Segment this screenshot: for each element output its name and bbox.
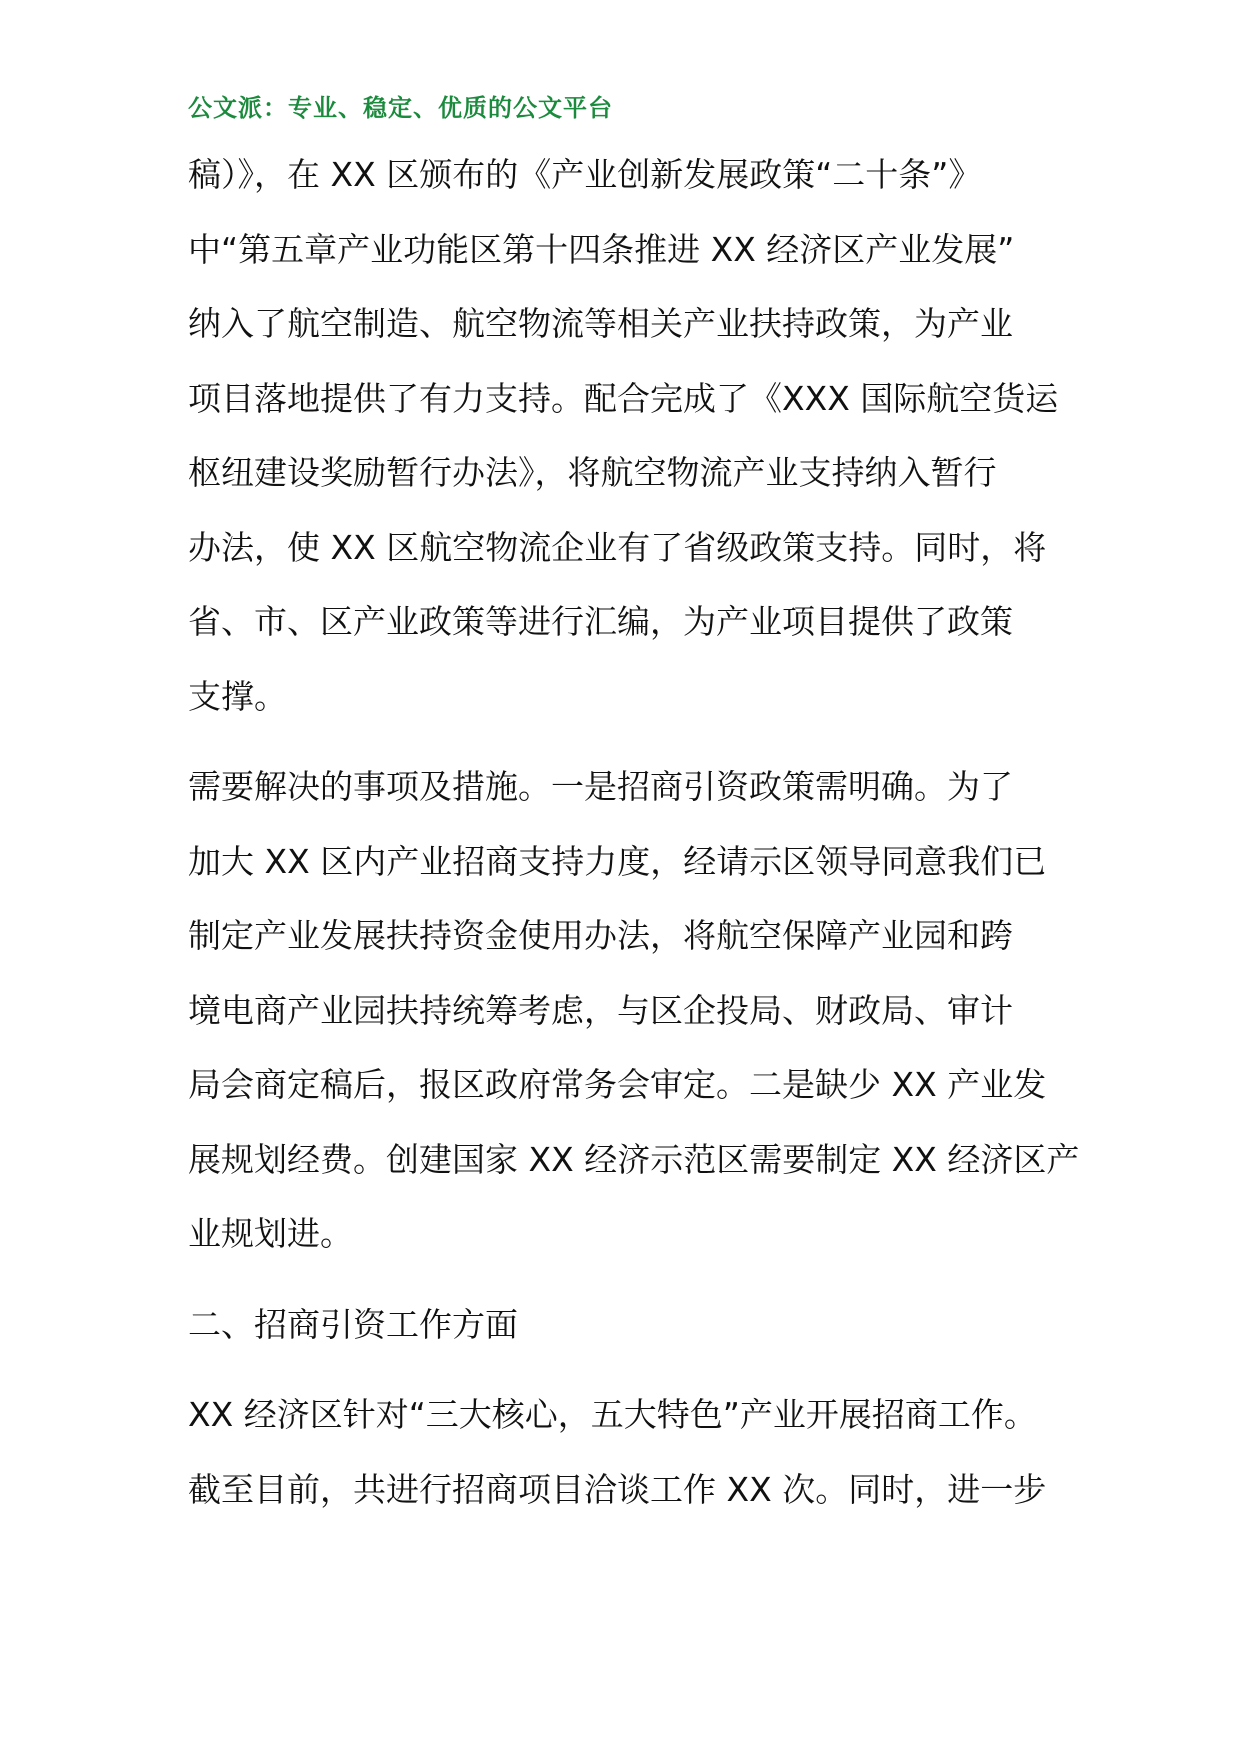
paragraph-issues-measures <box>188 750 1080 1272</box>
text-line: 境电商产业园扶持统筹考虑，与区企投局、财政局、审计 <box>188 990 1013 1030</box>
text-line: 制定产业发展扶持资金使用办法，将航空保障产业园和跨 <box>188 916 1013 955</box>
text-line: 业规划进。 <box>188 1214 353 1253</box>
text-line: 展规划经费。创建国家 XX 经济示范区需要制定 XX 经济区产 <box>188 1139 1080 1179</box>
text-line: 局会商定稿后，报区政府常务会审定。二是缺少 XX 产业发 <box>188 1065 1047 1104</box>
section-heading-text: 二、招商引资工作方面 <box>188 1304 518 1344</box>
text-line: 办法，使 XX 区航空物流企业有了省级政策支持。同时，将 <box>188 527 1047 567</box>
text-line: 加大 XX 区内产业招商支持力度，经请示区领导同意我们已 <box>188 841 1047 881</box>
text-line: 项目落地提供了有力支持。配合完成了《XXX 国际航空货运 <box>188 378 1059 418</box>
paragraph-policy-support <box>188 138 1068 734</box>
text-line: XX 经济区针对“三大核心，五大特色”产业开展招商工作。 <box>188 1395 1037 1434</box>
text-line: 纳入了航空制造、航空物流等相关产业扶持政策，为产业 <box>188 304 1013 343</box>
paragraph-investment <box>188 1378 1068 1527</box>
text-line: 需要解决的事项及措施。一是招商引资政策需明确。为了 <box>188 767 1013 806</box>
text-line: 支撑。 <box>188 676 287 716</box>
paragraph-gap <box>188 734 1068 750</box>
paragraph-gap <box>188 1362 1068 1378</box>
page-header: 公文派：专业、稳定、优质的公文平台 <box>188 94 613 122</box>
paragraph-gap <box>188 1272 1068 1288</box>
text-line: 省、市、区产业政策等进行汇编，为产业项目提供了政策 <box>188 602 1013 641</box>
section-heading <box>188 1288 1068 1363</box>
text-line: 稿）》，在 XX 区颁布的《产业创新发展政策“二十条”》 <box>188 155 982 194</box>
document-body <box>188 138 1080 1527</box>
text-line: 截至目前，共进行招商项目洽谈工作 XX 次。同时，进一步 <box>188 1469 1047 1509</box>
text-line: 枢纽建设奖励暂行办法》，将航空物流产业支持纳入暂行 <box>188 453 997 492</box>
text-line: 中“第五章产业功能区第十四条推进 XX 经济区产业发展” <box>188 229 1015 269</box>
